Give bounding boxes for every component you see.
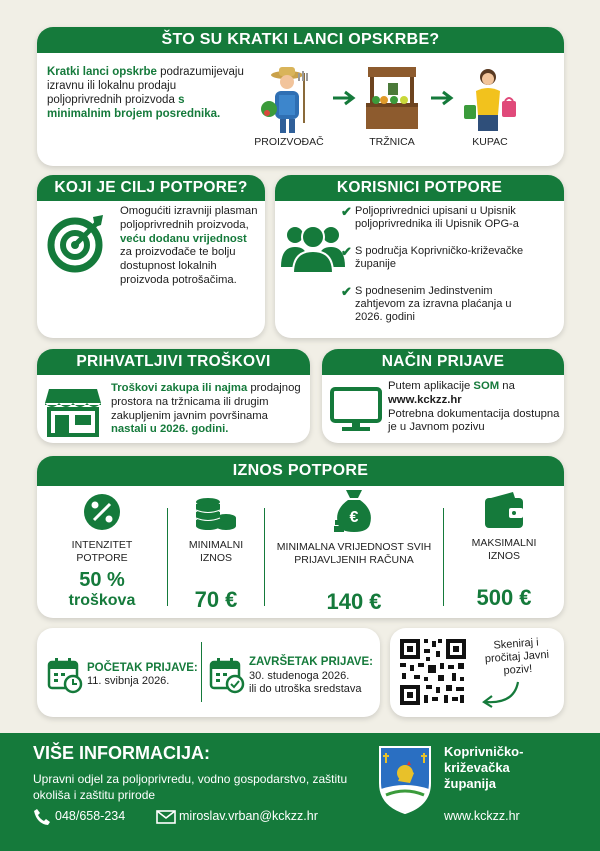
shop-icon	[45, 385, 101, 437]
min-amount-column	[168, 486, 264, 618]
apply-title: NAČIN PRIJAVE	[322, 349, 564, 375]
footer-phone[interactable]: 048/658-234	[55, 809, 126, 823]
short-chains-title: ŠTO SU KRATKI LANCI OPSKRBE?	[37, 27, 564, 53]
arrow-right-icon	[429, 90, 455, 106]
intensity-column	[37, 486, 167, 618]
footer-website[interactable]: www.kckzz.hr	[444, 809, 520, 823]
curved-arrow-icon	[478, 680, 524, 710]
goal-card	[37, 175, 265, 338]
calendar-clock-icon	[47, 656, 83, 694]
farmer-icon	[259, 65, 319, 135]
users-title: KORISNICI POTPORE	[275, 175, 564, 201]
invoices-label: MINIMALNA VRIJEDNOST SVIH PRIJAVLJENIH RAČUNA	[276, 541, 432, 566]
users-item-1: ✔ Poljoprivrednici upisani u Upisnik poljoprivrednika ili Upisnik OPG-a	[341, 204, 519, 230]
arrow-right-icon	[331, 90, 357, 106]
apply-card	[322, 349, 564, 443]
apply-url-link[interactable]: www.kckzz.hr	[388, 393, 462, 406]
step-producer: PROIZVOĐAČ	[254, 136, 324, 148]
end-note: ili do utroška sredstava	[249, 683, 362, 695]
end-value: 30. studenoga 2026.	[249, 670, 350, 682]
wallet-icon	[483, 492, 525, 530]
coins-icon	[194, 490, 238, 532]
money-bag-icon	[332, 488, 376, 534]
start-value: 11. svibnja 2026.	[87, 675, 170, 687]
goal-text: Omogućiti izravniji plasman poljoprivrednih proizvoda, veću dodanu vrijednost za proizvođače te bolju dostupnost lokalnih proizvoda potrošačima.	[120, 205, 258, 286]
invoices-value: 140 €	[326, 589, 382, 614]
intensity-value: 50 %	[79, 569, 125, 591]
percent-icon	[82, 492, 122, 532]
footer-title: VIŠE INFORMACIJA:	[33, 743, 211, 763]
step-market: TRŽNICA	[369, 136, 415, 148]
max-amount-label: MAKSIMALNI IZNOS	[471, 537, 537, 562]
footer	[0, 733, 600, 851]
market-stall-icon	[362, 63, 422, 133]
costs-text: Troškovi zakupa ili najma prodajnog prostora na tržnicama ili drugim zakupljenim javnim površinama nastali u 2026. godini.	[111, 382, 301, 436]
short-chains-card	[37, 27, 564, 166]
step-buyer: KUPAC	[472, 136, 508, 148]
target-icon	[47, 211, 109, 273]
check-icon: ✔	[341, 204, 352, 219]
costs-title: PRIHVATLJIVI TROŠKOVI	[37, 349, 310, 375]
end-label: ZAVRŠETAK PRIJAVE:	[249, 656, 373, 668]
min-amount-label: MINIMALNI IZNOS	[188, 539, 244, 564]
footer-department: Upravni odjel za poljoprivredu, vodno gospodarstvo, zaštitu okoliša i zaštitu prirode	[33, 772, 348, 802]
users-card	[275, 175, 564, 338]
phone-icon	[33, 808, 51, 826]
monitor-icon	[330, 387, 382, 433]
check-icon: ✔	[341, 244, 352, 259]
users-item-3: ✔ S podnesenim Jedinstvenim zahtjevom za izravna plaćanja u 2026. godini	[341, 284, 512, 323]
qr-text: Skeniraj i pročitaj Javni poziv!	[484, 636, 550, 677]
dates-card	[37, 628, 380, 717]
dates-divider	[201, 642, 202, 702]
calendar-check-icon	[209, 656, 245, 694]
email-icon	[156, 810, 176, 824]
users-group-icon	[281, 223, 345, 273]
min-amount-value: 70 €	[194, 587, 238, 612]
svg-text:€: €	[349, 509, 359, 526]
amount-card	[37, 456, 564, 618]
apply-text: Putem aplikacije SOM na www.kckzz.hr Potrebna dokumentacija dostupna je u Javnom pozivu	[388, 380, 560, 434]
check-icon: ✔	[341, 284, 352, 299]
max-amount-value: 500 €	[476, 585, 532, 610]
qr-card	[390, 628, 564, 717]
coat-of-arms-icon	[376, 743, 434, 815]
county-name: Koprivničko- križevačka županija	[444, 744, 524, 791]
intensity-unit: troškova	[68, 592, 136, 609]
qr-code[interactable]	[398, 637, 468, 707]
users-item-2: ✔ S područja Koprivničko-križevačke županije	[341, 244, 524, 270]
amount-title: IZNOS POTPORE	[37, 456, 564, 486]
footer-email[interactable]: miroslav.vrban@kckzz.hr	[179, 809, 318, 823]
buyer-icon	[462, 65, 522, 135]
intensity-label: INTENZITET POTPORE	[71, 539, 133, 564]
invoices-column	[265, 486, 443, 618]
costs-card	[37, 349, 310, 443]
goal-title: KOJI JE CILJ POTPORE?	[37, 175, 265, 201]
short-chains-text: Kratki lanci opskrbe podrazumijevaju izravnu ili lokalnu prodaju poljoprivrednih proizvoda s minimalnim brojem posrednika.	[47, 66, 244, 120]
max-amount-column	[444, 486, 564, 618]
start-label: POČETAK PRIJAVE:	[87, 662, 198, 674]
